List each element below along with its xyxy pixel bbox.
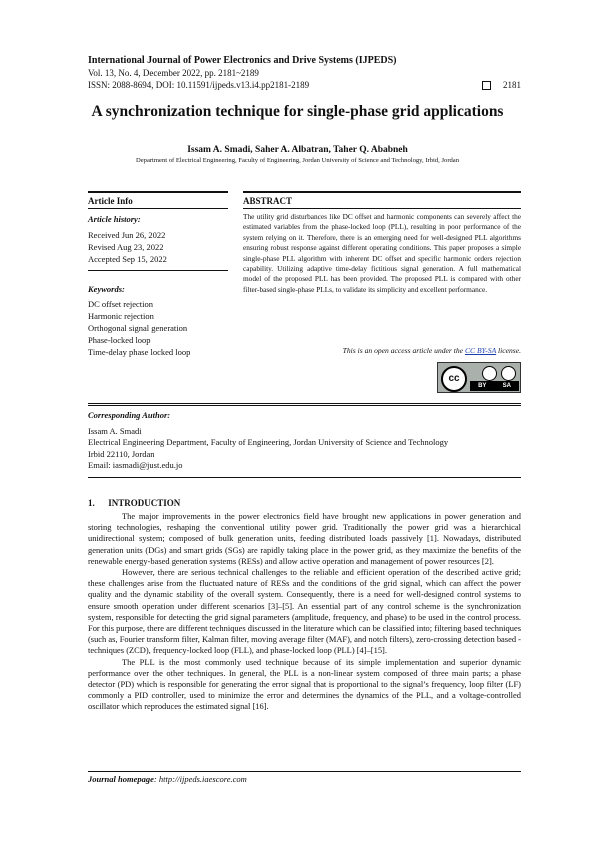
cc-logo-icon: cc <box>441 366 467 392</box>
divider <box>88 191 228 193</box>
open-access-note <box>300 346 521 355</box>
open-access-prefix: This is an open access article under the <box>342 346 465 355</box>
keyword: Harmonic rejection <box>88 311 154 321</box>
paragraph: The PLL is the most commonly used technique because of its simple implementation and superior dynamic performance over the other techniques. In general, the PLL is a non-linear system composed of three main parts; a phase detector (PD) which is responsible for generating the error signal that is proportional to the signal’s frequency, loop filter (LF) commonly a PID controller, used to minimize the error and determines the dynamics of the PLL, and a voltage-controlled oscillator which reproduces the estimated signal [16]. <box>88 656 521 712</box>
sa-label: SA <box>502 383 511 389</box>
history-accepted: Accepted Sep 15, 2022 <box>88 254 167 264</box>
divider <box>88 403 521 404</box>
authors: Issam A. Smadi, Saher A. Albatran, Taher Q. Ababneh <box>187 145 408 155</box>
corresponding-heading: Corresponding Author: <box>88 410 171 420</box>
divider <box>243 208 521 209</box>
keyword: Phase-locked loop <box>88 335 151 345</box>
cc-by-sa-link[interactable]: CC BY-SA <box>464 346 497 355</box>
corresponding-email[interactable]: Email: iasmadi@just.edu.jo <box>88 460 183 471</box>
divider <box>88 208 228 209</box>
abstract-text: The utility grid disturbances like DC offset and harmonic components can severely affect the estimated variables from the phase-locked loop (PLL), resulting in poor performance of the system relying on it. Therefore, there is an emerging need for well-designed PLL algorithms ensuring robust response against different operating conditions. This paper proposes a simple single-phase PLL algorithm with inherent DC offset and specific harmonic orders rejection capability. Utilizing adaptive time-delay fictitious signal generation. A full mathematical model of the proposed PLL has been provided. The proposed PLL is compared with other filter-based single-phase PLLs, to validate its simplicity and excellent performance. <box>243 212 521 294</box>
corresponding-city: Irbid 22110, Jordan <box>88 448 155 459</box>
divider <box>243 191 521 193</box>
keyword: Time-delay phase locked loop <box>88 347 191 357</box>
open-access-suffix: license. <box>496 346 521 355</box>
introduction-body <box>88 511 521 713</box>
article-info-heading: Article Info <box>88 196 133 206</box>
corresponding-address: Electrical Engineering Department, Faculty of Engineering, Jordan University of Science and Technology <box>88 437 449 448</box>
by-person-icon <box>482 366 497 381</box>
footer-divider <box>88 771 521 772</box>
divider <box>88 477 521 478</box>
history-heading: Article history: <box>88 214 141 224</box>
page-number-block <box>482 80 521 90</box>
issn-line: ISSN: 2088-8694, DOI: 10.11591/ijpeds.v13.i4.pp2181-2189 <box>88 80 310 90</box>
section-heading-introduction: 1. INTRODUCTION <box>88 498 181 508</box>
journal-name: International Journal of Power Electronics and Drive Systems (IJPEDS) <box>88 55 397 66</box>
paragraph: However, there are serious technical challenges to the reliable and efficient operation of the described active grid; these challenges arise from the fluctuated nature of RESs and the conditions of the grid signal, which can affect the power quality and the dynamic stability of the overall system. Consequently, there is a need for well-designed control systems to ensure smooth operation under different scenarios [3]–[5]. An essential part of any control scheme is the synchronization system, responsible for detecting the grid signal parameters (amplitude, frequency, and phase) to be used in the control process. For this purpose, there are different techniques discussed in the literature which can be classified into; filtering based techniques (such as, Fourier transform filter, Kalman filter, moving average filter (MAF), and notch filters), zero-crossing detection based -techniques (ZCD), frequency-locked loop (FLL), and phase-locked loop (PLL) [4]–[15]. <box>88 567 521 656</box>
keywords-heading: Keywords: <box>88 284 125 294</box>
corresponding-name: Issam A. Smadi <box>88 426 142 436</box>
history-received: Received Jun 26, 2022 <box>88 230 166 240</box>
volume-line: Vol. 13, No. 4, December 2022, pp. 2181~2189 <box>88 68 259 78</box>
divider <box>88 270 228 271</box>
square-icon <box>482 81 491 90</box>
keyword: DC offset rejection <box>88 299 153 309</box>
homepage-label: Journal homepage <box>88 774 154 784</box>
paragraph: The major improvements in the power electronics field have brought new applications in power generation and storing technologies, reshaping the conventional utility power grid. Traditionally the power grid was a hierarchical unidirectional system; composed of bulk generation units, feeding distributed loads passively [1]. Nowadays, distributed generation units (DGs) and smart grids (SGs) are rapidly taking place in the power grid, as they maximize the benefits of the renewable energy-based generation systems (RESs) and allow active operation and management of power resources [2]. <box>88 511 521 566</box>
corresponding-details <box>88 426 528 472</box>
history-revised: Revised Aug 23, 2022 <box>88 242 164 252</box>
keyword: Orthogonal signal generation <box>88 323 188 333</box>
divider <box>88 405 521 406</box>
homepage-url[interactable]: : http://ijpeds.iaescore.com <box>153 774 247 784</box>
paper-title: A synchronization technique for single-phase grid applications <box>91 103 504 120</box>
affiliation: Department of Electrical Engineering, Faculty of Engineering, Jordan University of Science and Technology, Irbid, Jordan <box>135 157 460 164</box>
cc-strip <box>470 381 519 391</box>
abstract-heading: ABSTRACT <box>243 196 293 206</box>
sa-share-icon <box>501 366 516 381</box>
by-label: BY <box>478 383 487 389</box>
cc-by-sa-badge[interactable] <box>437 362 521 393</box>
page-number: 2181 <box>503 80 521 90</box>
journal-homepage <box>88 774 247 784</box>
